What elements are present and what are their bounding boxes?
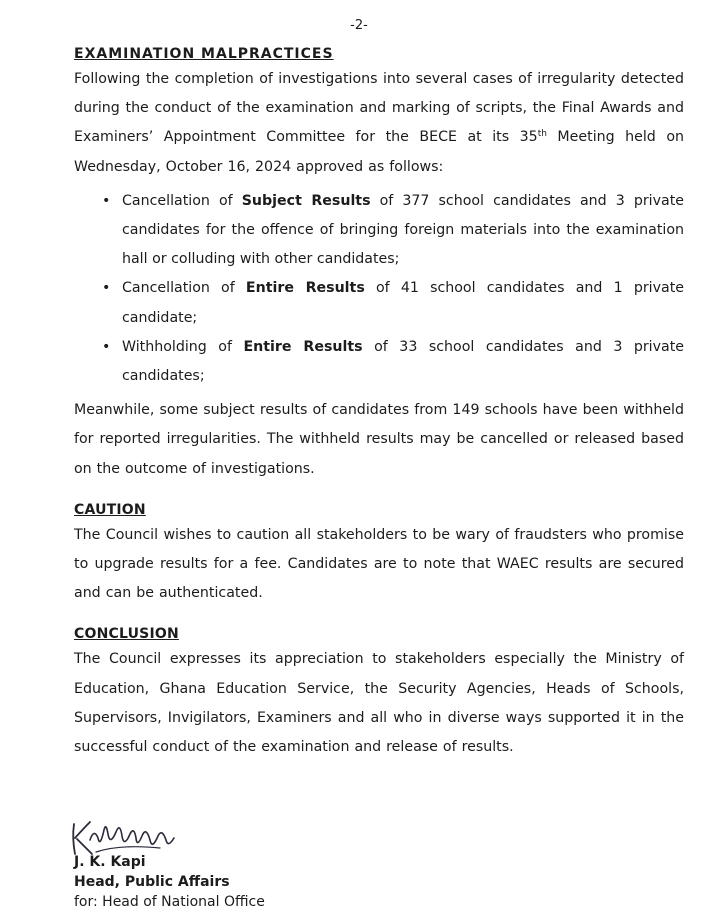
- bullet-prefix: Withholding of: [122, 338, 244, 355]
- list-item: [102, 274, 684, 332]
- malpractices-intro: [74, 65, 684, 182]
- signatory-name: J. K. Kapi: [74, 854, 146, 870]
- caution-paragraph: The Council wishes to caution all stakeholders to be wary of fraudsters who promise to upgrade results for a fee. Candidates are to note that WAEC results are secured and can be authenticated.: [74, 526, 684, 602]
- bullet-icon: •: [102, 280, 111, 297]
- conclusion-heading: CONCLUSION: [74, 626, 179, 643]
- sanctions-list: [74, 187, 684, 391]
- signatory-on-behalf: for: Head of National Office: [74, 894, 265, 910]
- document-body: [74, 43, 684, 762]
- malpractices-heading: EXAMINATION MALPRACTICES: [74, 46, 334, 62]
- withheld-results-paragraph: Meanwhile, some subject results of candidates from 149 schools have been withheld for reported irregularities. The withheld results may be cancelled or released based on the outcome of investigations.: [74, 402, 684, 477]
- intro-text-start: Following the completion of investigations into several cases of irregularity detected during the conduct of the examination and marking of scripts, the Final Awards and Examiners’ Appointment Committee for the BECE at its 35: [74, 71, 684, 146]
- bullet-suffix: of 33 school candidates and 3 private candidates;: [122, 338, 685, 385]
- page-number: -2-: [350, 18, 368, 33]
- list-item: [102, 333, 685, 391]
- list-item: [102, 187, 684, 275]
- ordinal-suffix: th: [537, 129, 547, 140]
- caution-heading: CAUTION: [74, 501, 146, 518]
- bullet-prefix: Cancellation of: [122, 280, 246, 297]
- bullet-emphasis: Entire Results: [245, 280, 365, 297]
- bullet-emphasis: Entire Results: [243, 338, 363, 355]
- bullet-prefix: Cancellation of: [122, 192, 242, 209]
- signature-block: [74, 818, 374, 920]
- bullet-icon: •: [102, 192, 111, 209]
- conclusion-paragraph: The Council expresses its appreciation to stakeholders especially the Ministry of Education, Ghana Education Service, the Security Agencies, Heads of Schools, Supervisors, Invigilators, Examiners and all who in diverse ways supported it in the successful conduct of the examination and release of results.: [74, 651, 684, 756]
- bullet-icon: •: [102, 338, 111, 355]
- intro-text-end: Meeting held on Wednesday, October 16, 2024 approved as follows:: [74, 129, 684, 175]
- bullet-emphasis: Subject Results: [241, 192, 371, 209]
- bullet-suffix: of 377 school candidates and 3 private candidates for the offence of bringing foreign materials into the examination hall or colluding with other candidates;: [122, 192, 684, 268]
- bullet-suffix: of 41 school candidates and 1 private candidate;: [122, 280, 684, 326]
- signatory-title: Head, Public Affairs: [74, 874, 230, 890]
